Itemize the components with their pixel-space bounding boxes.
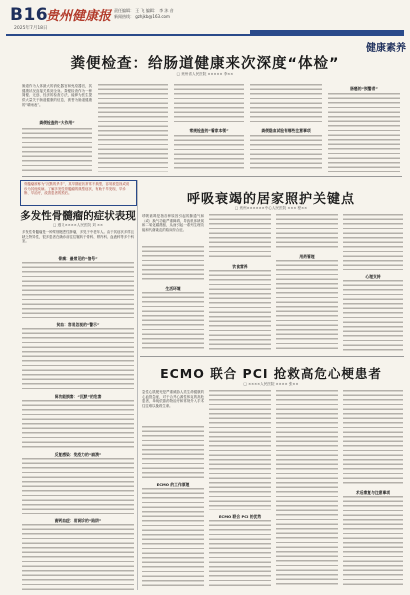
paper-name: 贵州健康报 [46, 9, 112, 24]
article1-subhead-3: 粪便隐血试验有哪些注意事项 [261, 128, 311, 133]
article4-subhead-2: ECMO 联合 PCI 的优势 [218, 514, 262, 519]
article1-subhead-1: 粪便检查的“大作用” [39, 120, 75, 125]
article3-subhead-1: 骨痛：最常见的“信号” [58, 256, 98, 261]
article4-col2-text [209, 390, 271, 510]
article2-col2b-text [209, 270, 271, 352]
masthead [6, 3, 404, 33]
article1-col3b-text [174, 135, 244, 172]
article3-intro: 骨髓瘤被称为“沉默的杀手”，其早期症状常常不典型，容易被忽视或误诊为其他疾病。了解多发性骨髓瘤的典型症状，有助于早发现、早诊断、早治疗，改善患者的预后。 [24, 182, 130, 196]
article1-col1-text [22, 128, 92, 172]
article2-subhead-2: 饮食营养 [232, 264, 248, 269]
article2-col4-text [343, 214, 403, 270]
article3-text-3 [22, 400, 134, 448]
article3-subhead-2: 贫血：容易忽视的“警示” [56, 322, 100, 327]
article2-subhead-1: 生活环境 [165, 286, 181, 291]
article4-col2b-text [209, 520, 271, 588]
article2-subhead-4: 心理支持 [365, 274, 381, 279]
article2-headline: 呼吸衰竭的居家照护关键点 [186, 192, 355, 207]
divider-1 [22, 176, 402, 177]
article4-col4-text [343, 390, 403, 486]
article4-lead: 急性心肌梗死是严重威胁人类生命健康的心血管急症，对于合并心源性休克的高危患者，单纯依靠药物治疗和常规介入手术往往难以挽救生命。 [142, 390, 204, 409]
article3-headline: 多发性骨髓瘤的症状表现 [20, 210, 136, 222]
article3-byline: □ 遵义××××人民医院 刘 ×× [52, 223, 104, 227]
article2-col3-text [276, 214, 338, 250]
section-title: 健康素养 [366, 43, 406, 54]
article4-col1-text [142, 426, 204, 478]
article2-col1-text [142, 246, 204, 282]
section-bar [250, 30, 404, 36]
article2-subhead-3: 用药管理 [299, 254, 315, 259]
article4-subhead-3: 术后康复与注意事项 [355, 490, 391, 495]
article4-col4b-text [343, 496, 403, 588]
article4-headline: ECMO 联合 PCI 抢救高危心梗患者 [160, 366, 382, 381]
article1-col4-text [250, 84, 322, 124]
article1-subhead-2: 常规检查的“看家本领” [189, 128, 229, 133]
article1-byline: □ 贵州省人民医院 ××××× 李×× [176, 72, 234, 76]
article1-col4b-text [250, 135, 322, 172]
article2-byline: □ 贵州××××××中心人民医院 ××× 程×× [234, 206, 308, 210]
article1-subhead-4: 肠癌的“预警者” [350, 86, 378, 91]
page-number: B16 [10, 5, 49, 25]
article1-headline: 粪便检查：给肠道健康来次深度“体检” [70, 56, 340, 72]
article1-col2-text [98, 84, 168, 172]
article3-text-2 [22, 328, 134, 390]
article1-lead: 肠道作为人体最大的消化器官和免疫器官，其健康状况直接关系到全身。粪便检查作为一种简便、无创、经济的检查方法，能够为医生提供大量关于肠道健康的信息，被誉为肠道健康的“晴雨表”。 [22, 84, 92, 107]
article3-subhead-4: 反复感染：免疫力的“崩溃” [54, 452, 102, 457]
article3-subhead-5: 高钙血症：易误诊的“陷阱” [54, 518, 102, 523]
article4-byline: □ ××××人民医院 ×××× 张×× [243, 382, 299, 386]
divider-2 [140, 356, 404, 357]
article4-col1b-text [142, 488, 204, 588]
article4-col3-text [276, 390, 338, 588]
article3-text-5 [22, 524, 134, 590]
article3-text-4 [22, 458, 134, 514]
article3-subhead-3: 肾功能损害：“沉默”的危害 [54, 394, 102, 399]
editors-info: 责任编辑： 王 飞 编辑： 李 沐 音 新闻热线： gzhjkb@163.com [114, 8, 174, 19]
article3-lead: 多发性骨髓瘤是一种浆细胞恶性肿瘤，多见于中老年人。由于其症状多样且缺乏特异性，很多患者在确诊前往往辗转于骨科、肾内科、血液科等多个科室。 [22, 230, 134, 244]
article2-lead: 呼吸衰竭是指各种原因引起的肺通气和（或）换气功能严重障碍，导致机体缺氧和二氧化碳潴留，从而引起一系列生理功能和代谢紊乱的临床综合征。 [142, 214, 204, 233]
article2-col1b-text [142, 292, 204, 352]
issue-date: 2025年7月18日 [14, 26, 48, 31]
article4-subhead-1: ECMO 的工作原理 [156, 482, 190, 487]
article2-col4b-text [343, 280, 403, 352]
article2-col3b-text [276, 260, 338, 352]
article1-col5-text [328, 93, 400, 172]
article2-col2-text [209, 214, 271, 260]
article3-text-1 [22, 262, 134, 318]
article1-col3-text [174, 84, 244, 124]
